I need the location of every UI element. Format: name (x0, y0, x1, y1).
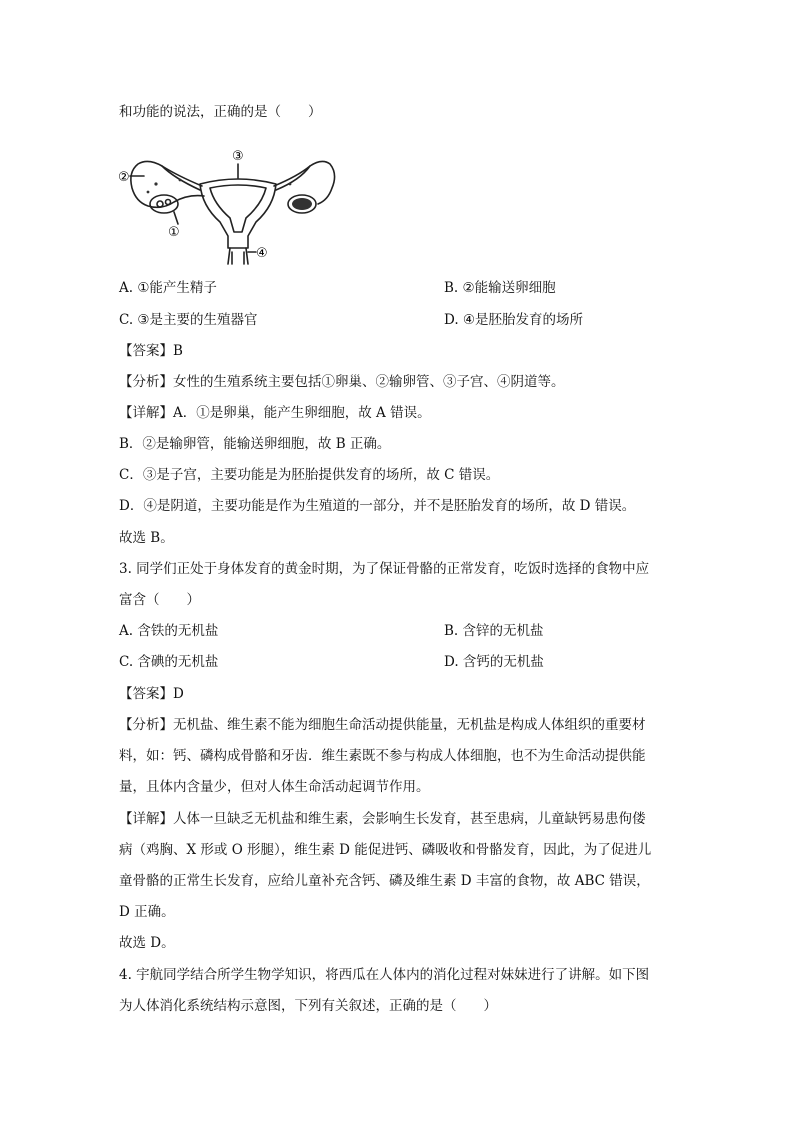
q3-explanation-4: D 正确。 (119, 904, 175, 920)
q3-analysis-2: 料，如：钙、磷构成骨骼和牙齿．维生素既不参与构成人体细胞，也不为生命活动提供能 (119, 748, 646, 764)
q3-option-b: B. 含锌的无机盐 (444, 623, 544, 639)
q3-explanation-1: 【详解】人体一旦缺乏无机盐和维生素，会影响生长发育，甚至患病，儿童缺钙易患佝偻 (119, 811, 646, 827)
label-ovary-1: ① (168, 225, 180, 240)
q2-option-d: D. ④是胚胎发育的场所 (444, 312, 584, 328)
q3-option-d: D. 含钙的无机盐 (444, 654, 544, 670)
label-oviduct-2: ② (118, 170, 130, 185)
q2-option-a: A. ①能产生精子 (119, 280, 217, 296)
question-3-stem: 3. 同学们正处于身体发育的黄金时期，为了保证骨骼的正常发育，吃饭时选择的食物中应 (119, 561, 650, 577)
label-uterus-3: ③ (232, 149, 244, 164)
q2-option-c: C. ③是主要的生殖器官 (119, 312, 258, 328)
label-vagina-4: ④ (256, 246, 268, 261)
q2-analysis: 【分析】女性的生殖系统主要包括①卵巢、②输卵管、③子宫、④阴道等。 (119, 374, 565, 390)
question-3-stem-cont: 富含（ ） (119, 592, 200, 608)
q3-analysis-1: 【分析】无机盐、维生素不能为细胞生命活动提供能量，无机盐是构成人体组织的重要材 (119, 717, 646, 733)
q2-answer: 【答案】B (119, 343, 183, 359)
q3-analysis-3: 量，且体内含量少，但对人体生命活动起调节作用。 (119, 779, 430, 795)
q2-option-b: B. ②能输送卵细胞 (444, 280, 556, 296)
question-4-stem: 4. 宇航同学结合所学生物学知识，将西瓜在人体内的消化过程对妹妹进行了讲解。如下图 (119, 967, 650, 983)
q3-conclusion: 故选 D。 (119, 935, 175, 951)
q2-explanation-c: C．③是子宫，主要功能是为胚胎提供发育的场所，故 C 错误。 (119, 467, 500, 483)
q2-explanation-b: B．②是输卵管，能输送卵细胞，故 B 正确。 (119, 436, 391, 452)
q2-conclusion: 故选 B。 (119, 530, 174, 546)
q2-explanation-a: 【详解】A．①是卵巢，能产生卵细胞，故 A 错误。 (119, 405, 431, 421)
female-reproductive-system-diagram (118, 144, 338, 266)
q3-option-a: A. 含铁的无机盐 (119, 623, 219, 639)
question-4-stem-cont: 为人体消化系统结构示意图，下列有关叙述，正确的是（ ） (119, 998, 497, 1014)
question-2-stem-tail: 和功能的说法，正确的是（ ） (119, 104, 322, 120)
q3-explanation-2: 病（鸡胸、X 形或 O 形腿），维生素 D 能促进钙、磷吸收和骨骼发育，因此，为了促进儿 (119, 842, 652, 858)
q2-explanation-d: D．④是阴道，主要功能是作为生殖道的一部分，并不是胚胎发育的场所，故 D 错误。 (119, 498, 636, 514)
q3-option-c: C. 含碘的无机盐 (119, 654, 219, 670)
q3-explanation-3: 童骨骼的正常生长发育，应给儿童补充含钙、磷及维生素 D 丰富的食物，故 ABC 错误， (119, 873, 650, 889)
q3-answer: 【答案】D (119, 686, 184, 702)
